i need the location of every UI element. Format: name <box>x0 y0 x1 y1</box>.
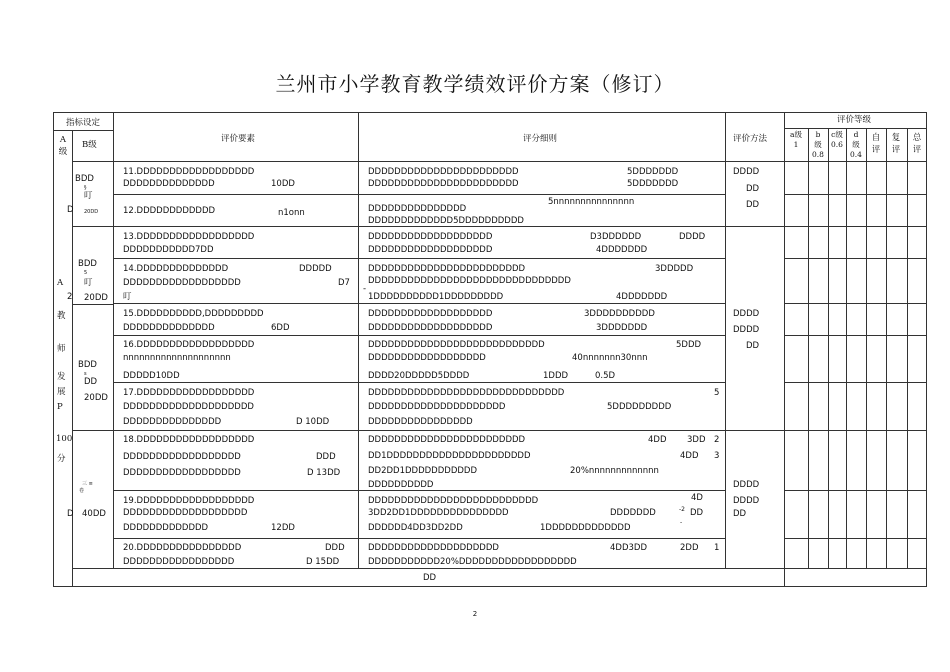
grade-line-8 <box>784 538 926 539</box>
r11-e2: DDDDDDDDDDDDDD <box>123 179 215 189</box>
footer-cell: DD <box>423 573 437 583</box>
r19-e1: 19.DDDDDDDDDDDDDDDDDD <box>123 496 255 506</box>
r13-s1c: DDDD <box>679 232 706 242</box>
r14-e2b: D7 <box>338 278 350 288</box>
r20-s1b: 4DD3DD <box>610 543 647 553</box>
b-cell-3-l2: DD <box>84 377 98 387</box>
method-1-l3: DD <box>746 200 760 210</box>
grade-a-header: a级1 <box>790 130 802 149</box>
hdr-line-grade <box>784 128 926 129</box>
r16-s2: DDDDDDDDDDDDDDDDDD <box>368 353 486 363</box>
r17-s1b: 5 <box>714 388 720 398</box>
r19-s1b: 4D <box>691 493 703 503</box>
grade-line-1 <box>784 161 926 162</box>
a-col-char-3: 发 <box>57 372 66 382</box>
self-eval-header: 自评 <box>871 133 881 155</box>
a-col-d-top: D <box>67 205 74 215</box>
r16-s1b: 5DDD <box>676 340 702 350</box>
r14-s1b: 3DDDDD <box>655 264 694 274</box>
a-col-char-4: 展 <box>57 387 66 397</box>
r17-s2b: 5DDDDDDDDD <box>607 402 672 412</box>
r11-s2: DDDDDDDDDDDDDDDDDDDDDDD <box>368 179 519 189</box>
a-col-char-5: Ρ <box>57 402 63 412</box>
r12-s1: DDDDDDDDDDDDDDD <box>368 204 467 214</box>
r13-s1b: D3DDDDDD <box>590 232 642 242</box>
r19-s3c: - <box>680 519 683 526</box>
b-cell-2-l2: 叮 <box>84 278 93 288</box>
b-cell-1-l1: BDD <box>75 174 94 184</box>
r16-e1: 16.DDDDDDDDDDDDDDDDDD <box>123 340 255 350</box>
a-col-fen: 分 <box>57 454 66 464</box>
a-col-hundred: 100 <box>56 434 73 444</box>
r19-s1: DDDDDDDDDDDDDDDDDDDDDDDDDD <box>368 496 539 506</box>
r17-e3b: D 10DD <box>296 417 330 427</box>
grade-c-header: c级0.6 <box>831 130 843 149</box>
b-cell-2-l3: 20DD <box>84 293 108 303</box>
r14-s1: DDDDDDDDDDDDDDDDDDDDDDDD <box>368 264 526 274</box>
r19-e2: DDDDDDDDDDDDDDDDDDD <box>123 508 248 518</box>
row-line-12 <box>113 194 725 195</box>
row-line-15b <box>113 303 725 304</box>
r12-s0: 5nnnnnnnnnnnnnnn <box>548 197 635 207</box>
r18-e3b: D 13DD <box>307 468 341 478</box>
header-scoring-rules: 评分细则 <box>523 134 558 144</box>
r12-e1b: n1onn <box>278 208 305 216</box>
row-line-18 <box>72 430 926 431</box>
r12-e1: 12.DDDDDDDDDDDD <box>123 206 216 216</box>
r14-e1: 14.DDDDDDDDDDDDDD <box>123 264 229 274</box>
r13-s1: DDDDDDDDDDDDDDDDDDD <box>368 232 493 242</box>
r14-s3: 1DDDDDDDDDD1DDDDDDDDD <box>368 292 504 302</box>
r14-e1b: DDDDD <box>299 264 332 274</box>
r19-s3b: 1DDDDDDDDDDDDD <box>540 523 631 533</box>
r18-s3b: 20%nnnnnnnnnnnnn <box>570 466 659 474</box>
r19-s2d: DD <box>690 508 704 518</box>
header-eval-method: 评价方法 <box>733 134 768 144</box>
r18-s1c: 3DD <box>687 435 706 445</box>
r15-s1: DDDDDDDDDDDDDDDDDDD <box>368 309 493 319</box>
r20-s1: DDDDDDDDDDDDDDDDDDDD <box>368 543 499 553</box>
r16-e2: nnnnnnnnnnnnnnnnnnnn <box>123 353 231 363</box>
grade-d-header: d级0.4 <box>850 130 862 159</box>
b-cell-3-l3: 20DD <box>84 393 108 403</box>
r20-s1c: 2DD <box>680 543 699 553</box>
r11-s1b: 5DDDDDDD <box>627 167 679 177</box>
b-cell-3-l1: BDD <box>78 360 97 370</box>
r18-s2b: 4DD <box>680 451 699 461</box>
table-left-border <box>53 112 54 587</box>
header-indicator-setting: 指标设定 <box>66 118 101 128</box>
r14-s2c: - <box>363 284 367 294</box>
table-top-border <box>53 112 927 113</box>
col-line-b <box>113 112 114 568</box>
r18-e2: DDDDDDDDDDDDDDDDDD <box>123 452 241 462</box>
r17-s2: DDDDDDDDDDDDDDDDDDDDD <box>368 402 506 412</box>
b-cell-4-l3: 40DD <box>82 509 106 519</box>
method-3-l1: DDDD <box>733 480 760 490</box>
a-col-two: 2 <box>67 292 73 302</box>
r18-e2b: DDD <box>316 452 336 462</box>
grade-line-7 <box>784 490 926 491</box>
col-line-elements <box>358 112 359 568</box>
grade-line-2 <box>784 194 926 195</box>
review-header: 复评 <box>891 133 901 155</box>
grade-line-3 <box>784 258 926 259</box>
row-line-16 <box>113 335 725 336</box>
r14-e2: DDDDDDDDDDDDDDDDDD <box>123 278 241 288</box>
method-2-l1: DDDD <box>733 309 760 319</box>
r15-e1: 15.DDDDDDDDDD,DDDDDDDDD <box>123 309 264 319</box>
header-eval-elements: 评价要素 <box>221 134 256 144</box>
r18-s1: DDDDDDDDDDDDDDDDDDDDDDDD <box>368 435 526 445</box>
method-1-l1: DDDD <box>733 167 760 177</box>
r16-s2b: 40nnnnnnn30nnn <box>572 353 648 363</box>
a-col-char-2: 师 <box>57 344 66 354</box>
r19-s3: DDDDDD4DD3DD2DD <box>368 523 463 533</box>
row-line-20 <box>113 538 725 539</box>
page-number: 2 <box>472 610 478 618</box>
b-cell-1-t1: § <box>84 185 87 191</box>
b-cell-1-l2: 叮 <box>84 191 93 201</box>
row-line-14 <box>113 258 725 259</box>
r19-s2: 3DD2DD1DDDDDDDDDDDDDDD <box>368 508 509 518</box>
r19-s2c: -2 <box>679 506 685 513</box>
r17-s1: DDDDDDDDDDDDDDDDDDDDDDDDDDDDDD <box>368 388 565 398</box>
method-3-l2: DDDD <box>733 496 760 506</box>
row-line-15 <box>72 304 113 305</box>
b-cell-3-t1: s <box>84 371 87 377</box>
r15-e2: DDDDDDDDDDDDDD <box>123 323 215 333</box>
r11-s1: DDDDDDDDDDDDDDDDDDDDDDD <box>368 167 519 177</box>
r13-s2: DDDDDDDDDDDDDDDDDDD <box>368 245 493 255</box>
r14-s2: DDDDDDDDDDDDDDDDDDDDDDDDDDDDDDD <box>368 276 571 286</box>
r14-s3b: 4DDDDDDD <box>616 292 668 302</box>
r19-s2b: DDDDDDD <box>610 508 656 518</box>
col-line-rules <box>725 112 726 568</box>
row-line-17 <box>113 382 725 383</box>
header-level-a: A级 <box>58 135 68 157</box>
header-eval-grade: 评价等级 <box>837 115 872 125</box>
table-bottom-border <box>53 586 927 587</box>
r18-e3: DDDDDDDDDDDDDDDDDD <box>123 468 241 478</box>
r16-s1: DDDDDDDDDDDDDDDDDDDDDDDDDDD <box>368 340 545 350</box>
r16-e3: DDDDD10DD <box>123 371 180 381</box>
b-cell-2-l1: BDD <box>78 259 97 269</box>
method-3-l3: DD <box>733 509 747 519</box>
a-col-a: A <box>57 278 64 288</box>
r13-s2b: 4DDDDDDD <box>596 245 648 255</box>
r15-s2: DDDDDDDDDDDDDDDDDDD <box>368 323 493 333</box>
method-2-l3: DD <box>746 341 760 351</box>
r19-e3: DDDDDDDDDDDDD <box>123 523 209 533</box>
r14-e3: 叮 <box>123 292 132 302</box>
r18-s1d: 2 <box>714 435 720 445</box>
r11-e1: 11.DDDDDDDDDDDDDDDDDD <box>123 167 255 177</box>
total-eval-header: 总评 <box>912 133 922 155</box>
r18-s2: DD1DDDDDDDDDDDDDDDDDDDDDD <box>368 451 531 461</box>
hdr-line-bottom <box>72 161 784 162</box>
header-level-b: B级 <box>82 140 97 150</box>
method-1-l2: DD <box>746 184 760 194</box>
r16-s3: DDDD20DDDDD5DDDD <box>368 371 470 381</box>
r11-e2b: 10DD <box>271 179 295 189</box>
table-right-border <box>926 112 927 587</box>
r17-e2: DDDDDDDDDDDDDDDDDDDD <box>123 402 254 412</box>
col-line-method <box>784 112 785 587</box>
r18-e1: 18.DDDDDDDDDDDDDDDDDD <box>123 435 255 445</box>
a-col-char-1: 教 <box>57 311 66 321</box>
grade-line-5 <box>784 335 926 336</box>
r12-s2: DDDDDDDDDDDDD5DDDDDDDDDD <box>368 216 524 226</box>
r20-e1: 20.DDDDDDDDDDDDDDDD <box>123 543 242 553</box>
r16-s3b: 1DDD <box>543 371 569 381</box>
r18-s4: DDDDDDDDDD <box>368 480 434 490</box>
grade-b-header: b级0.8 <box>812 130 824 159</box>
r13-e1: 13.DDDDDDDDDDDDDDDDDD <box>123 232 255 242</box>
a-col-d-bottom: D <box>67 509 74 519</box>
r18-s3: DD2DD1DDDDDDDDDDD <box>368 466 477 474</box>
r20-e2b: D 15DD <box>306 557 340 567</box>
r20-s2: DDDDDDDDDDD20%DDDDDDDDDDDDDDDDDD <box>368 557 577 567</box>
grade-line-6 <box>784 382 926 383</box>
r15-e2b: 6DD <box>271 323 290 333</box>
b-cell-1-t2: 20DD <box>84 209 99 215</box>
b-cell-2-t1: 5 <box>84 270 88 276</box>
hdr-line-indicator <box>53 130 113 131</box>
b-cell-4-t1: 三 ≡ <box>82 481 93 487</box>
r20-e1b: DDD <box>325 543 345 553</box>
r18-s2c: 3 <box>714 451 720 461</box>
method-2-l2: DDDD <box>733 325 760 335</box>
r15-s1b: 3DDDDDDDDDD <box>584 309 655 319</box>
r13-e2: DDDDDDDDDDD7DD <box>123 245 214 255</box>
r20-s1d: 1 <box>714 543 720 553</box>
r17-e1: 17.DDDDDDDDDDDDDDDDDD <box>123 388 255 398</box>
r11-s2b: 5DDDDDDD <box>627 179 679 189</box>
r17-s3: DDDDDDDDDDDDDDDD <box>368 417 473 427</box>
b-cell-4-t2: 卷 <box>79 488 85 494</box>
grade-line-4 <box>784 303 926 304</box>
r17-e3: DDDDDDDDDDDDDDD <box>123 417 222 427</box>
page-title: 兰州市小学教育教学绩效评价方案（修订） <box>275 72 675 96</box>
r18-s1b: 4DD <box>648 435 667 445</box>
r15-s2b: 3DDDDDDD <box>596 323 648 333</box>
r20-e2: DDDDDDDDDDDDDDDDD <box>123 557 235 567</box>
r16-s3c: 0.5D <box>595 371 616 381</box>
row-line-footer <box>72 568 926 569</box>
r19-e3b: 12DD <box>271 523 295 533</box>
